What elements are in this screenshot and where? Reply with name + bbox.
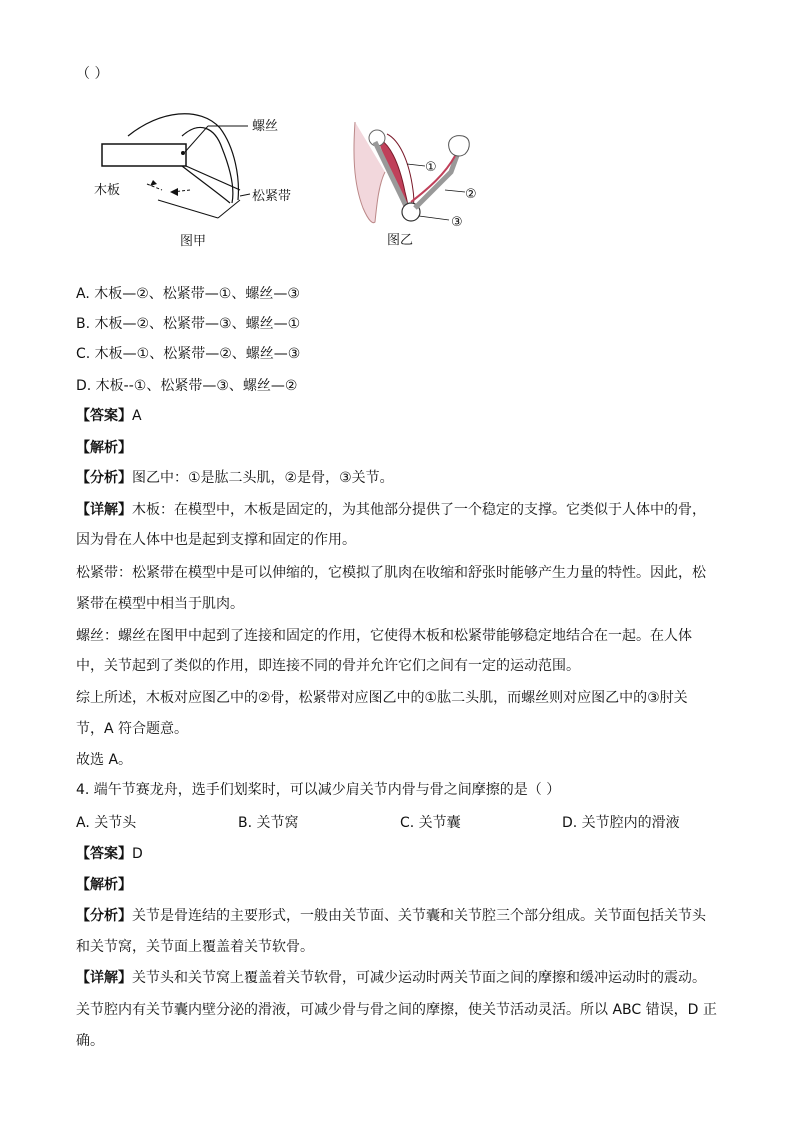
figure-b-arm [345,112,485,252]
hand [449,136,470,156]
q4-answer [76,844,143,864]
q4-detail-text-1: 关节头和关节窝上覆盖着关节软骨，可减少运动时两关节面之间的摩擦和缓冲运动时的震动。 [132,970,706,986]
q3-option-b: B. 木板—②、松紧带—③、螺丝—① [76,316,301,332]
q4-detail-line-3: 确。 [76,1033,104,1049]
q3-detail-line-3: 松紧带：松紧带在模型中是可以伸缩的，它模拟了肌肉在收缩和舒张时能够产生力量的特性。因此，松 [76,565,706,581]
q3-analysis [76,468,394,488]
board-rect [102,144,186,166]
q3-detail-label: 【详解】 [76,502,132,518]
q3-detail-text-1: 木板：在模型中，木板是固定的，为其他部分提供了一个稳定的支撑。它类似于人体中的骨， [132,502,706,518]
q3-option-d: D. 木板--①、松紧带—③、螺丝—② [76,378,298,394]
figure-a-board-model [90,108,310,250]
q3-detail-line-6: 中，关节起到了类似的作用，即连接不同的骨并允许它们之间有一定的运动范围。 [76,658,580,674]
q3-analysis-title: 【解析】 [76,440,132,456]
label-strap: 松紧带 [252,189,292,204]
q3-analysis-text: 图乙中：①是肱二头肌，②是骨，③关节。 [132,470,394,486]
q4-answer-value: D [132,846,143,862]
screw-dot [181,151,185,155]
q4-answer-label: 【答案】 [76,846,132,862]
q3-detail-line-4: 紧带在模型中相当于肌肉。 [76,596,244,612]
q4-detail-line-1 [76,968,706,988]
marker-2: ② [465,187,477,202]
q4-detail-line-2: 关节腔内有关节囊内壁分泌的滑液，可减少骨与骨之间的摩擦，使关节活动灵活。所以 ABC 错误，D 正 [76,1002,717,1018]
q4-stem: 4. 端午节赛龙舟，选手们划桨时，可以减少肩关节内骨与骨之间摩擦的是（ ） [76,782,561,798]
q4-analysis-title: 【解析】 [76,877,132,893]
q4-detail-label: 【详解】 [76,970,132,986]
q3-detail-line-1 [76,500,706,520]
q3-analysis-label: 【分析】 [76,470,132,486]
q4-option-d: D. 关节腔内的滑液 [562,815,680,831]
marker-3: ③ [451,215,463,230]
label-screw: 螺丝 [252,119,279,134]
marker-1: ① [425,160,437,175]
q3-answer-value: A [132,408,142,424]
q4-analysis-line-2: 和关节窝，关节面上覆盖着关节软骨。 [76,939,314,955]
q3-answer-label: 【答案】 [76,408,132,424]
q4-analysis-label: 【分析】 [76,908,132,924]
q3-answer [76,406,142,426]
q3-detail-line-2: 因为骨在人体中也是起到支撑和固定的作用。 [76,532,356,548]
q3-detail-line-9: 故选 A。 [76,752,133,768]
q4-option-b: B. 关节窝 [238,815,299,831]
q4-analysis-text-1: 关节是骨连结的主要形式，一般由关节面、关节囊和关节腔三个部分组成。关节面包括关节头 [132,908,706,924]
q3-option-c: C. 木板—①、松紧带—②、螺丝—③ [76,346,301,362]
q4-analysis-line-1 [76,906,706,926]
q4-option-a: A. 关节头 [76,815,137,831]
q3-option-a: A. 木板—②、松紧带—①、螺丝—③ [76,286,300,302]
answer-bracket: （ ） [76,66,109,82]
label-board: 木板 [94,183,121,198]
figure-a-caption: 图甲 [180,234,207,249]
q4-option-c: C. 关节囊 [400,815,461,831]
q3-detail-line-7: 综上所述，木板对应图乙中的②骨，松紧带对应图乙中的①肱二头肌，而螺丝则对应图乙中的③肘关 [76,690,688,706]
q3-detail-line-8: 节，A 符合题意。 [76,721,189,737]
q3-detail-line-5: 螺丝：螺丝在图甲中起到了连接和固定的作用，它使得木板和松紧带能够稳定地结合在一起。在人体 [76,628,692,644]
figure-b-caption: 图乙 [387,233,414,248]
